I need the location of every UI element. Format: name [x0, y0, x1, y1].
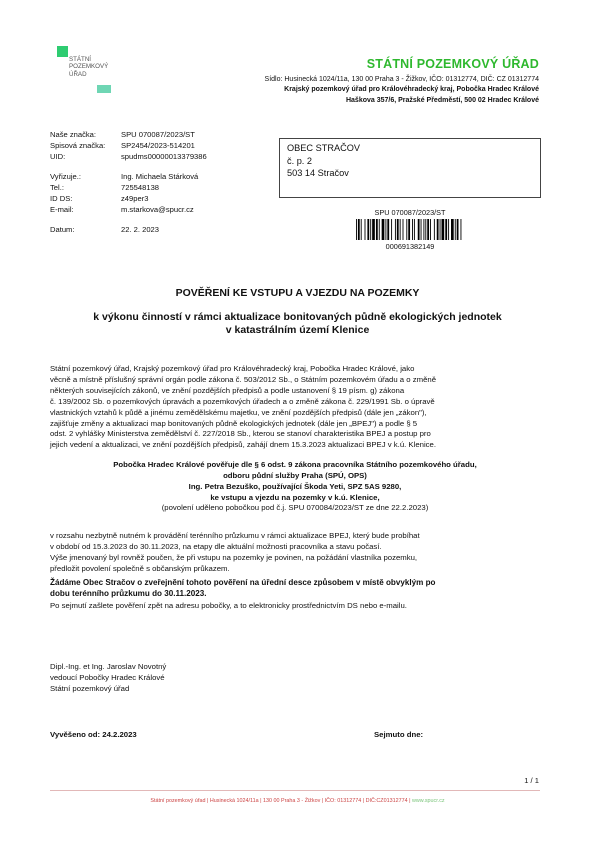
meta-value: spudms00000013379386 — [121, 152, 207, 161]
text-line: Výše jmenovaný byl rovněž poučen, že při vstupu na pozemky je povinen, na požádání vlastníka pozemku, — [50, 552, 418, 562]
barcode-bar — [440, 219, 441, 240]
text-line: Státní pozemkový úřad, Krajský pozemkový úřad pro Královéhradecký kraj, Pobočka Hradec Králové, jako — [50, 364, 415, 373]
recipient-address-box — [279, 138, 541, 198]
footer-url: www.spucr.cz — [411, 798, 445, 804]
page-number: 1 / 1 — [524, 776, 539, 785]
barcode-bar — [408, 219, 410, 240]
barcode-bar — [391, 219, 392, 240]
intro-paragraph — [50, 364, 540, 451]
logo-square — [57, 46, 68, 57]
signatory-name: Dipl.-Ing. et Ing. Jaroslav Novotný — [50, 662, 167, 671]
meta-value: m.starkova@spucr.cz — [121, 205, 194, 214]
authorization-note: (povolení uděleno pobočkou pod č.j. SPU 070084/2023/ST ze dne 22.2.2023) — [161, 503, 429, 512]
text-line: vlastnických vztahů k půdě a jinému zemědělskému majetku, ve znění pozdějších předpisů (dále jen „zákon"), — [50, 407, 427, 417]
footer — [0, 798, 595, 804]
meta-label: Naše značka: — [50, 130, 97, 139]
barcode-bar — [406, 219, 407, 240]
barcode-bar — [414, 219, 415, 240]
barcode-bar — [448, 219, 449, 240]
meta-value: 22. 2. 2023 — [121, 225, 160, 234]
footer-text: Státní pozemkový úřad | Husinecká 1024/11a | 130 00 Praha 3 - Žižkov | IČO: 01312774 | DIČ:CZ01312774 | — [150, 798, 412, 804]
header-address: Sídlo: Husinecká 1024/11a, 130 00 Praha 3 - Žižkov, IČO: 01312774, DIČ: CZ 01312774 — [264, 76, 539, 83]
document-title: POVĚŘENÍ KE VSTUPU A VJEZDU NA POZEMKY — [175, 287, 420, 299]
text-line: zajišťuje změny a aktualizaci map bonitovaných půdně ekologických jednotek (dále jen „BPEJ") a podle § 5 — [50, 418, 418, 428]
recipient-city: 503 14 Stračov — [287, 168, 349, 178]
signatory-role: vedoucí Pobočky Hradec Králové — [50, 672, 165, 682]
meta-label: E-mail: — [50, 205, 74, 214]
barcode-bar — [358, 219, 360, 240]
authorization-block — [50, 460, 540, 504]
footer-divider — [50, 790, 540, 791]
meta-label: Spisová značka: — [50, 141, 106, 150]
logo-line: ÚŘAD — [69, 70, 87, 78]
meta-label: UID: — [50, 152, 66, 161]
text-line: Žádáme Obec Stračov o zveřejnění tohoto pověření na úřední desce způsobem v místě obvyklým po — [50, 578, 436, 587]
recipient-name: OBEC STRAČOV — [287, 143, 361, 153]
recipient-street: č. p. 2 — [287, 155, 313, 166]
logo-accent — [97, 85, 111, 93]
barcode-bar — [400, 219, 401, 240]
barcode-bar — [367, 219, 369, 240]
meta-label: Datum: — [50, 225, 75, 234]
meta-label: Vyřizuje.: — [50, 172, 81, 181]
signatory-office: Státní pozemkový úřad — [50, 683, 130, 693]
barcode-bar — [397, 219, 399, 240]
barcode-bar — [451, 219, 454, 240]
header-branch: Krajský pozemkový úřad pro Královéhradecký kraj, Pobočka Hradec Králové — [284, 86, 539, 93]
barcode-bar — [376, 219, 378, 240]
barcode-bar — [372, 219, 375, 240]
meta-label: ID DS: — [50, 194, 73, 203]
barcode-bar — [455, 219, 456, 240]
barcode-bar — [457, 219, 459, 240]
barcode-reference: SPU 070087/2023/ST — [374, 208, 446, 217]
barcode-bar — [442, 219, 445, 240]
barcode-bar — [418, 219, 420, 240]
text-line: v rozsahu nezbytně nutném k provádění terénního průzkumu v rámci aktualizace BPEJ, který bude probíhat — [50, 531, 420, 540]
office-title: STÁTNÍ POZEMKOVÝ ÚŘAD — [366, 57, 539, 71]
posted-date: Vyvěšeno od: 24.2.2023 — [50, 730, 137, 739]
text-line: některých souvisejících zákonů, ve znění pozdějších předpisů a podle ustanovení § 19 písm. g) zákona — [50, 385, 405, 395]
text-line: odst. 2 vyhlášky Ministerstva zemědělství č. 227/2018 Sb., kterou se stanoví charakteristika BPEJ a postup pro — [50, 429, 431, 439]
return-note: Po sejmutí zašlete pověření zpět na adresu pobočky, a to elektronicky prostřednictvím DS nebo e-mailu. — [50, 601, 407, 610]
text-line: č. 139/2002 Sb. o pozemkových úpravách a pozemkových úřadech a o změně zákona č. 229/1991 Sb. o úpravě — [50, 396, 435, 406]
logo-text — [69, 56, 108, 78]
meta-value: z49per3 — [121, 194, 149, 203]
barcode-bar — [421, 219, 422, 240]
meta-value: SP2454/2023-514201 — [121, 141, 195, 150]
text-line: Ing. Petra Bezuško, používající Škoda Yeti, SPZ 5AS 9280, — [188, 481, 402, 491]
text-line: dobu terénního průzkumu do 30.11.2023. — [50, 588, 207, 598]
barcode-bar — [412, 219, 413, 240]
meta-value: SPU 070087/2023/ST — [121, 130, 195, 139]
barcode-bar — [395, 219, 396, 240]
barcode-bar — [385, 219, 386, 240]
barcode-bar — [403, 219, 404, 240]
text-line: ke vstupu a vjezdu na pozemky v k.ú. Klenice, — [210, 492, 380, 502]
header-branch-address: Haškova 357/6, Pražské Předměstí, 500 02 Hradec Králové — [345, 97, 539, 104]
barcode-bar — [445, 219, 447, 240]
text-line: předložit povolení společně s občanským průkazem. — [50, 563, 230, 573]
barcode-bar — [437, 219, 439, 240]
barcode-bar — [361, 219, 362, 240]
barcode-bar — [423, 219, 424, 240]
barcode-bar — [430, 219, 431, 240]
barcode-bar — [425, 219, 426, 240]
barcode-bar — [427, 219, 429, 240]
barcode-bar — [365, 219, 366, 240]
meta-label: Tel.: — [50, 183, 64, 192]
text-line: odboru půdní služby Praha (SPÚ, OPS) — [223, 470, 367, 480]
logo-line: POZEMKOVÝ — [69, 63, 109, 71]
document-subtitle-area: v katastrálním území Klenice — [225, 324, 370, 336]
meta-value: 725548138 — [121, 183, 160, 192]
barcode-bar — [461, 219, 462, 240]
document-subtitle: k výkonu činností v rámci aktualizace bonitovaných půdně ekologických jednotek — [93, 311, 502, 323]
barcode — [356, 219, 464, 240]
scope-paragraph — [50, 531, 540, 575]
logo-line: STÁTNÍ — [69, 56, 92, 63]
barcode-bar — [356, 219, 357, 240]
removed-date: Sejmuto dne: — [374, 730, 424, 739]
publication-request — [50, 578, 540, 600]
barcode-bar — [434, 219, 435, 240]
text-line: v období od 15.3.2023 do 30.11.2023, na etapy dle aktuální možnosti pracovníka a stavu počasí. — [50, 541, 382, 551]
text-line: Pobočka Hradec Králové pověřuje dle § 6 odst. 9 zákona pracovníka Státního pozemkového úřadu, — [113, 460, 477, 469]
barcode-number: 000691382149 — [385, 242, 435, 251]
barcode-bar — [379, 219, 380, 240]
text-line: jejich vedení a aktualizaci, ve znění pozdějších předpisů, zahájí dnem 15.3.2023 aktualizaci BPEJ v k.ú. Klenice. — [50, 440, 437, 450]
text-line: věcně a místně příslušný správní orgán podle zákona č. 503/2012 Sb., o Státním pozemkovém úřadu a o změně — [50, 374, 436, 384]
signature-block — [50, 662, 166, 695]
barcode-bar — [387, 219, 389, 240]
meta-value: Ing. Michaela Stárková — [121, 172, 199, 181]
barcode-bar — [382, 219, 385, 240]
barcode-bar — [370, 219, 371, 240]
